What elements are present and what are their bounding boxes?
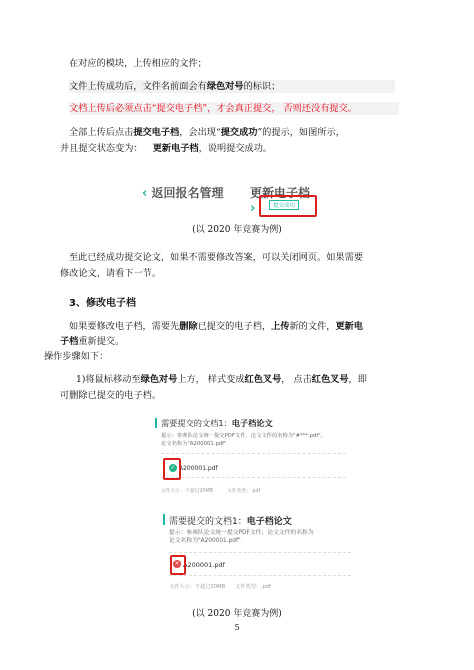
card-hint xyxy=(169,529,314,545)
paragraph-step1 xyxy=(76,373,416,386)
paragraph-modify-intro-2 xyxy=(60,335,400,348)
check-icon[interactable]: ✓ xyxy=(170,464,176,471)
section-title xyxy=(69,297,409,310)
bold-text: 更新电 xyxy=(335,321,363,332)
text: 修改论文，请看下一节。 xyxy=(60,268,162,279)
file-type: 文件类型：.pdf xyxy=(227,489,261,494)
title-accent xyxy=(163,514,165,525)
paragraph-modify-intro xyxy=(69,320,409,333)
paragraph-upload-module xyxy=(69,57,409,70)
bold-text: 绿色对号 xyxy=(140,374,178,385)
chevron-right-icon: › xyxy=(250,201,256,216)
divider xyxy=(161,477,346,478)
section-title-text: 3、修改电子档 xyxy=(69,298,136,309)
file-name[interactable]: A200001.pdf xyxy=(179,465,218,472)
file-name[interactable]: A200001.pdf xyxy=(183,561,225,569)
highlight-box xyxy=(259,195,317,217)
divider xyxy=(161,453,346,454)
hint-line: 提示：参赛队论文统一提交PDF文件，论文文件的名称为"#***.pdf"， xyxy=(161,433,326,439)
bold-text: 提交电子档 xyxy=(133,127,180,138)
page-number xyxy=(0,623,474,632)
text: 的标识； xyxy=(243,81,281,92)
bold-text: 提交成功 xyxy=(220,127,258,138)
upload-card-hover-delete xyxy=(163,512,355,596)
back-label: 返回报名管理 xyxy=(151,186,224,200)
text: 上方， 样式变成 xyxy=(177,374,245,385)
highlight-box-delete xyxy=(170,555,186,575)
paragraph-done xyxy=(69,251,409,264)
text: ，会出现“ xyxy=(179,127,221,138)
figure1-caption xyxy=(0,222,474,235)
text: ， 点击 xyxy=(281,374,312,385)
text: 已提交的电子档， xyxy=(197,321,272,332)
divider xyxy=(169,552,351,553)
hint-line: 提示：参赛队论文统一提交PDF文件，论文文件的名称为 xyxy=(169,530,314,536)
bold-text: 删除 xyxy=(179,321,198,332)
text: 在对应的模块，上传相应的文件； xyxy=(69,58,207,69)
paragraph-submit-all xyxy=(69,126,409,139)
text: 可删除已提交的电子档。 xyxy=(60,390,162,401)
caption-text: (以 2020 年竞赛为例) xyxy=(192,609,282,619)
highlight-box-check xyxy=(163,458,181,480)
card-title xyxy=(169,514,292,527)
text: 文件上传成功后，文件名前面会有 xyxy=(69,81,207,92)
text: ，说明提交成功。 xyxy=(198,143,273,154)
title-prefix: 需要提交的文档1： xyxy=(169,517,247,527)
text: 1)将鼠标移动至 xyxy=(76,374,141,385)
text: 文档上传后必须点击“提交电子档”，才会真正提交， 否则还没有提交。 xyxy=(69,103,357,114)
bold-text: 子档 xyxy=(60,336,79,347)
delete-x-icon[interactable]: × xyxy=(174,560,180,567)
divider xyxy=(169,575,351,576)
bold-text: 更新电子档 xyxy=(152,143,199,154)
text: 并且提交状态变为： xyxy=(60,143,143,154)
hint-line: 论文名称为"A200001.pdf" xyxy=(161,441,227,447)
hint-line: 论文名称为"A200001.pdf" xyxy=(169,538,241,544)
card-hint xyxy=(161,432,326,448)
paragraph-status-change xyxy=(60,142,400,155)
back-to-registration-link[interactable] xyxy=(142,184,224,201)
text: 操作步骤如下： xyxy=(44,351,109,362)
text: 至此已经成功提交论文，如果不需要修改答案，可以关闭网页。如果需要 xyxy=(69,252,363,263)
text: ，即 xyxy=(348,374,367,385)
bold-text: 红色叉号 xyxy=(244,374,282,385)
chevron-left-icon: ‹ xyxy=(142,186,148,201)
text: 新的文件， xyxy=(289,321,336,332)
text: 重新提交。 xyxy=(78,336,125,347)
paragraph-steps xyxy=(44,350,384,363)
upload-card-uploaded xyxy=(155,417,350,499)
paragraph-step1-2 xyxy=(60,389,400,402)
file-type: 文件类型：.pdf xyxy=(235,584,271,590)
bold-text: 红色叉号 xyxy=(311,374,349,385)
text: 全部上传后点击 xyxy=(69,127,134,138)
title-prefix: 需要提交的文档1： xyxy=(161,418,232,428)
caption-text: (以 2020 年竞赛为例) xyxy=(192,225,282,235)
title-main: 电子档论文 xyxy=(246,517,292,527)
card-title xyxy=(161,418,273,429)
bold-text: 上传 xyxy=(271,321,290,332)
paragraph-upload-success xyxy=(69,80,395,93)
update-label: 更新电子档 xyxy=(250,186,311,200)
success-toast xyxy=(269,200,299,210)
success-label: 提交成功 xyxy=(273,203,296,209)
title-main: 电子档论文 xyxy=(231,418,273,428)
paragraph-submit-warning xyxy=(69,102,399,115)
file-size-limit: 文件大小：不超过20MB xyxy=(169,584,226,590)
text: 如果要修改电子档，需要先 xyxy=(69,321,180,332)
page-number-text: 5 xyxy=(234,623,240,632)
paragraph-modify-hint xyxy=(60,267,400,280)
bold-text: 绿色对号 xyxy=(206,81,244,92)
file-size-limit: 文件大小：不超过20MB xyxy=(161,489,213,494)
text: ”的提示，如图所示， xyxy=(257,127,345,138)
figure2-caption xyxy=(0,606,474,619)
title-accent xyxy=(155,418,157,428)
